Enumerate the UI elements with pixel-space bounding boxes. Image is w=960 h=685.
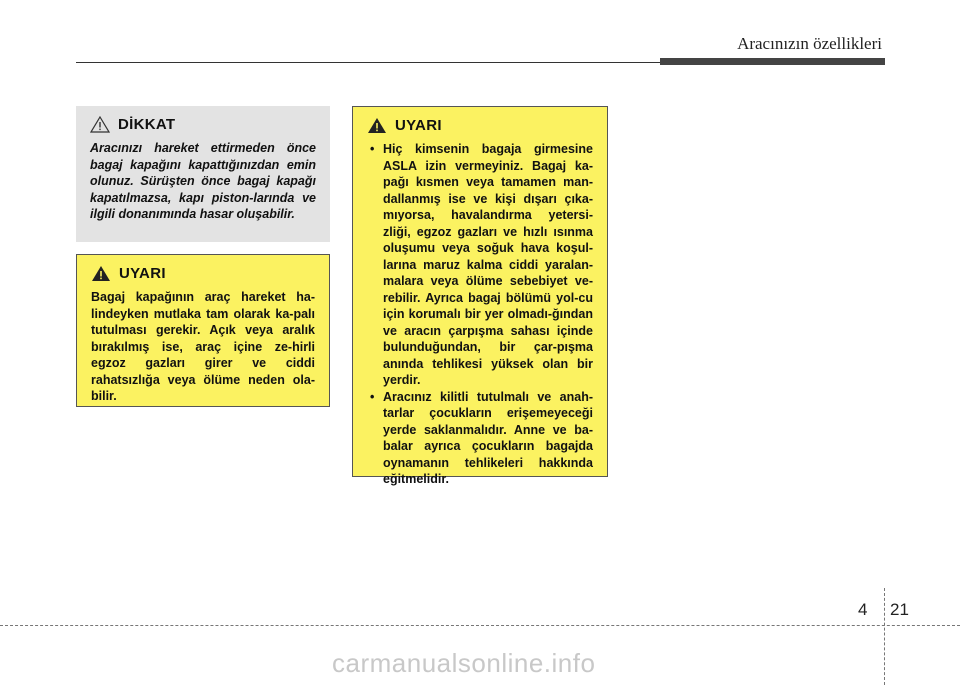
chapter-number: 4 [858,600,868,619]
warning-triangle-icon [367,117,387,134]
footer-vertical-dashed-line [884,588,885,685]
warning-box-left [76,254,330,407]
warning-right-list [363,141,597,488]
caution-header [86,116,320,133]
caution-box [76,106,330,242]
warning-box-right [352,106,608,486]
header-rule-thick [660,58,885,65]
warning-left-text: Bagaj kapağının araç hareket ha-lindeyken mutlaka tam olarak ka-palı tutulması gerekir. Açık veya aralık bırakılmış ise, araç içine ze-hirli egzoz gazları girer ve ciddi rahatsızlığa veya ölüme neden ola-bilir. [91,290,315,403]
header-rule-thin [76,62,664,63]
warning-right-label: UYARI [395,117,442,134]
warning-triangle-icon [91,265,111,282]
list-item: • Hiç kimsenin bagaja girmesine ASLA izin vermeyiniz. Bagaj ka-pağı kısmen veya tamamen man-dallanmış ise ve kişi dışarı çıka-mıyorsa, havalandırma yetersi-zliği, egzoz gazları ve hızlı ısınma oluşumu veya soğuk hava koşul-larına maruz kalma ciddi yaralan-malara veya ölüme sebebiyet ve-rebilir. Ayrıca bagaj bölümü yol-cu için korumalı bir yer olmadı-ğından ve aracın çarpışma sahası içinde bulunduğundan, bir çar-pışma anında tehlikesi yüksek olan bir yerdir. [367,141,593,389]
warning-left-label: UYARI [119,265,166,282]
footer-dashed-line [0,625,960,626]
caution-label: DİKKAT [118,116,176,133]
warning-left-header [87,265,319,282]
page-header-title: Aracınızın özellikleri [737,34,882,53]
page-number: 21 [890,600,909,619]
warning-right-header [363,117,597,134]
caution-text: Aracınızı hareket ettirmeden önce bagaj kapağını kapattığınızdan emin olunuz. Sürüşten önce bagaj kapağı kapatılmazsa, kapı piston-larında ve ilgili donanımında hasar oluşabilir. [90,141,316,221]
caution-triangle-icon [90,116,110,133]
list-item: • Aracınız kilitli tutulmalı ve anah-tarlar çocukların erişemeyeceği yerde saklanmalıdır. Anne ve ba-balar ayrıca çocukların bagajda oynamanın tehlikeleri hakkında eğitmelidir. [367,389,593,488]
watermark: carmanualsonline.info [332,648,596,678]
